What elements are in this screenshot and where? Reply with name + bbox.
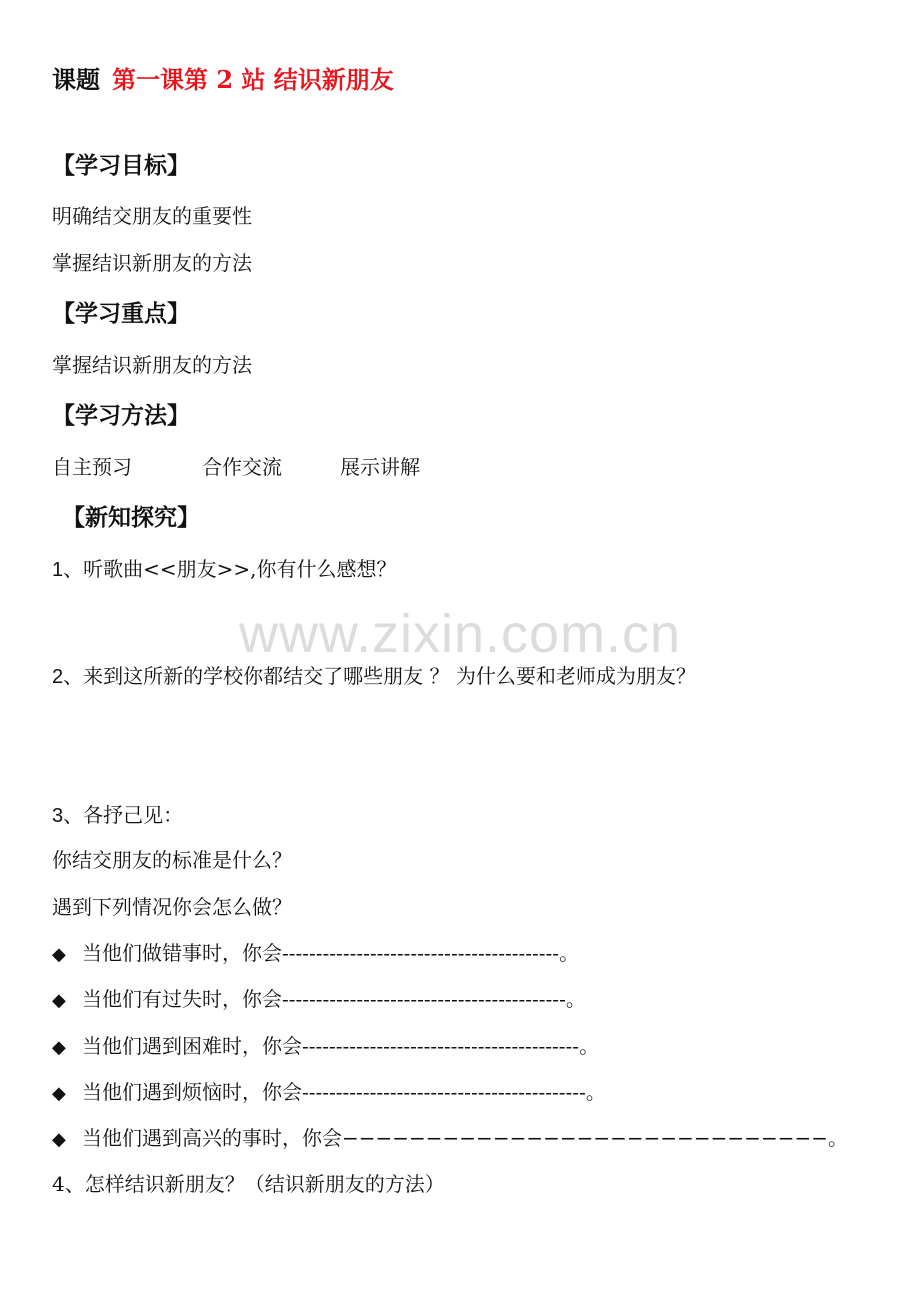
question-4: 4、怎样结识新朋友？（结识新朋友的方法）: [52, 1172, 445, 1196]
methods-row: [52, 455, 420, 479]
question-2-text: 、来到这所新的学校你都结交了哪些朋友 ？ 为什么要和老师成为朋友？: [63, 664, 696, 688]
question-1: [52, 557, 397, 582]
question-3-number: 3: [52, 805, 64, 827]
bullet-item-3: [52, 1034, 599, 1060]
title-text: 第一课第 2 站 结识新朋友: [112, 65, 394, 94]
bullet-item-5: [52, 1126, 848, 1152]
title-prefix: 课题: [52, 65, 100, 94]
watermark: www.zixin.com.cn: [238, 604, 682, 664]
question-3-text: 、各抒己见：: [63, 803, 184, 827]
method-item-1: 自主预习: [52, 455, 132, 479]
bullet-text-4: 当他们遇到烦恼时，你会------------------------------------------。: [82, 1080, 606, 1104]
heading-goals: 【学习目标】: [52, 152, 190, 179]
diamond-bullet-icon: ◆: [52, 990, 66, 1011]
bullet-item-4: [52, 1080, 606, 1106]
bullet-text-1: 当他们做错事时，你会-----------------------------------------。: [82, 941, 580, 965]
question-1-number: 1: [52, 559, 64, 581]
bullet-item-2: [52, 987, 586, 1013]
question-3-sub-2: 遇到下列情况你会怎么做？: [52, 895, 292, 919]
question-1-text: 、听歌曲<<朋友>>,你有什么感想？: [63, 557, 397, 581]
bullet-text-5: 当他们遇到高兴的事时，你会−−−−−−−−−−−−−−−−−−−−−−−−−−−−−。: [82, 1126, 848, 1150]
diamond-bullet-icon: ◆: [52, 944, 66, 965]
question-3-sub-1: 你结交朋友的标准是什么？: [52, 848, 292, 872]
bullet-text-2: 当他们有过失时，你会------------------------------------------。: [82, 987, 586, 1011]
document-title: [52, 66, 394, 94]
goal-item-2: 掌握结识新朋友的方法: [52, 251, 252, 275]
goal-item-1: 明确结交朋友的重要性: [52, 204, 252, 228]
question-2-number: 2: [52, 666, 64, 688]
bullet-item-1: [52, 941, 579, 967]
question-3: [52, 803, 183, 828]
diamond-bullet-icon: ◆: [52, 1037, 66, 1058]
method-item-3: 展示讲解: [340, 455, 420, 479]
focus-item-1: 掌握结识新朋友的方法: [52, 353, 252, 377]
bullet-text-3: 当他们遇到困难时，你会-----------------------------------------。: [82, 1034, 600, 1058]
heading-focus: 【学习重点】: [52, 300, 190, 327]
heading-methods: 【学习方法】: [52, 402, 190, 429]
question-2: [52, 664, 696, 689]
method-item-2: 合作交流: [202, 455, 282, 479]
diamond-bullet-icon: ◆: [52, 1129, 66, 1150]
diamond-bullet-icon: ◆: [52, 1083, 66, 1104]
heading-explore: 【新知探究】: [62, 504, 200, 531]
